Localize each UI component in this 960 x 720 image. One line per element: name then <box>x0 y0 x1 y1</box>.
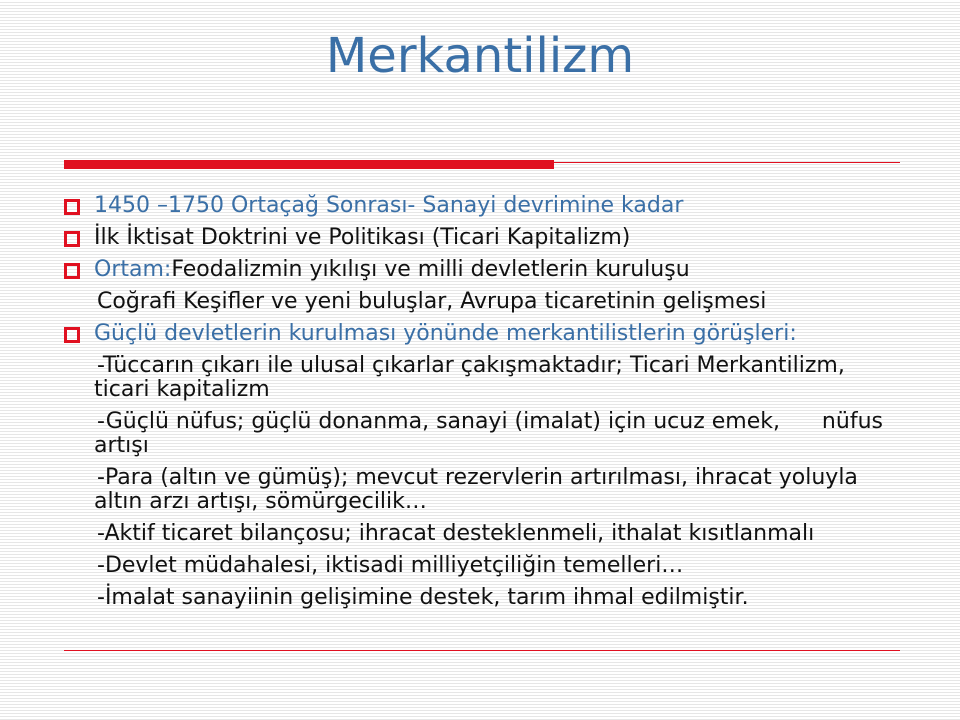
bullet-period-text: 1450 –1750 Ortaçağ Sonrası- Sanayi devrimine kadar <box>94 193 684 218</box>
square-bullet-icon <box>64 199 80 215</box>
square-bullet-icon <box>64 327 80 343</box>
slide-title: Merkantilizm <box>325 28 635 84</box>
bullet-doctrine <box>64 226 904 250</box>
title-divider-thin <box>554 162 900 163</box>
slide-content <box>64 194 904 618</box>
bullet-views <box>64 322 904 346</box>
bullet-environment-continuation: Coğrafi Keşifler ve yeni buluşlar, Avrupa ticaretinin gelişmesi <box>97 289 767 314</box>
square-bullet-icon <box>64 231 80 247</box>
sub-item-money: -Para (altın ve gümüş); mevcut rezervlerin artırılması, ihracat yoluyla altın arzı artışı, sömürgecilik… <box>94 465 858 514</box>
title-divider-thick <box>64 160 554 169</box>
bullet-environment-text: Feodalizmin yıkılışı ve milli devletlerin kuruluşu <box>171 257 690 282</box>
square-bullet-icon <box>64 263 80 279</box>
sub-item-state-intervention: -Devlet müdahalesi, iktisadi milliyetçiliğin temelleri… <box>97 553 684 578</box>
sub-item-merchants: -Tüccarın çıkarı ile ulusal çıkarlar çakışmaktadır; Ticari Merkantilizm, ticari kapitalizm <box>94 353 845 402</box>
bullet-views-text: Güçlü devletlerin kurulması yönünde merkantilistlerin görüşleri: <box>94 321 797 346</box>
sub-item-manufacturing: -İmalat sanayiinin gelişimine destek, tarım ihmal edilmiştir. <box>97 585 749 610</box>
sub-item-trade-balance: -Aktif ticaret bilançosu; ihracat desteklenmeli, ithalat kısıtlanmalı <box>97 521 815 546</box>
sub-item-population: -Güçlü nüfus; güçlü donanma, sanayi (imalat) için ucuz emek, nüfus artışı <box>94 409 890 458</box>
bottom-divider <box>64 650 900 651</box>
bullet-period <box>64 194 904 218</box>
bullet-environment-label: Ortam: <box>94 257 172 282</box>
bullet-environment <box>64 258 904 282</box>
bullet-doctrine-text: İlk İktisat Doktrini ve Politikası (Ticari Kapitalizm) <box>94 225 631 250</box>
